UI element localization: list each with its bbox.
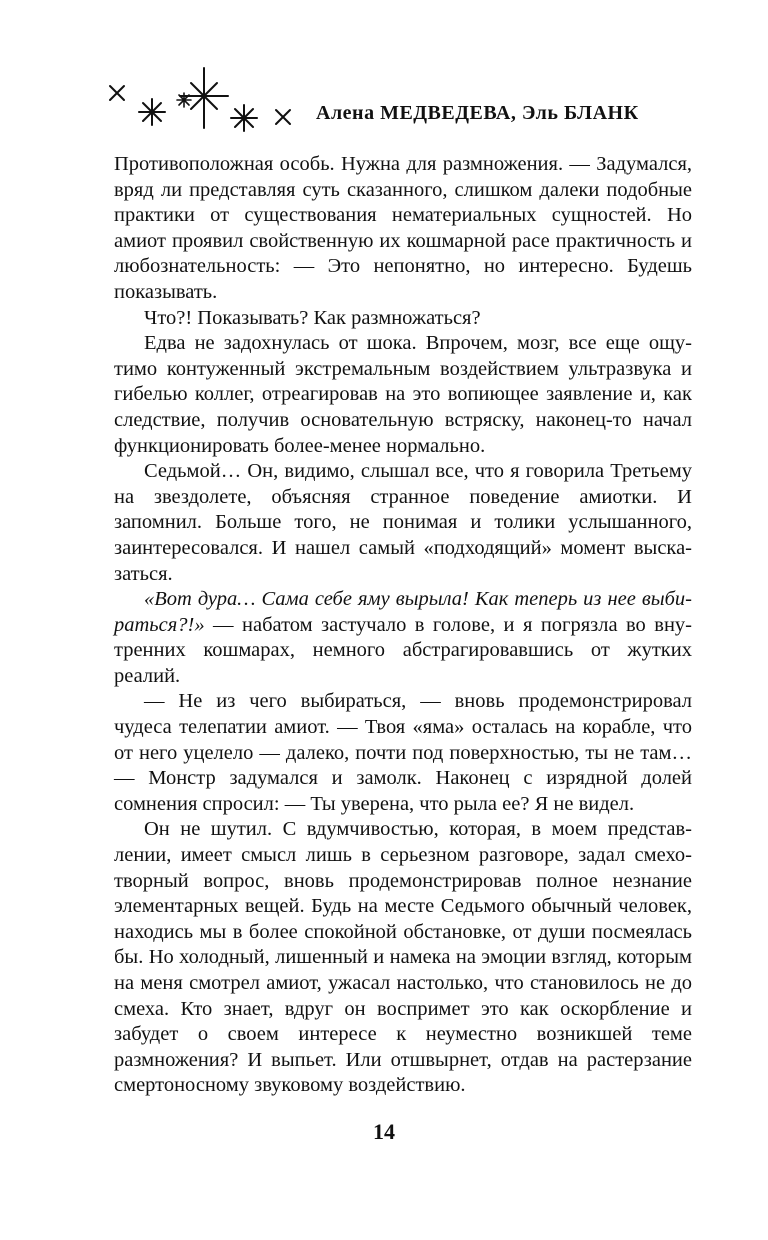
- paragraph: Противоположная особь. Нужна для размножения. — Задумался, вряд ли представляя суть сказанного, слишком далеки подобные практики от существования нематериальных сущностей. Но амиот проявил свойственную их кошмарной расе практичность и любознательность: — Это непонятно, но интересно. Будешь показывать.: [114, 153, 692, 303]
- star-ornament-icon: [108, 62, 308, 142]
- paragraph-text: — набатом застучало в голове, и я погрязла во внутренних кошмарах, немного абстрагировавшись от жутких реалий.: [114, 613, 692, 687]
- page-header: [108, 62, 688, 142]
- paragraph: Он не шутил. С вдумчивостью, которая, в моем представлении, имеет смысл лишь в серьезном разговоре, задал смехотворный вопрос, вновь продемонстрировав полное незнание элементарных вещей. Будь на месте Седьмого обычный человек, находись мы в более спокойной обстановке, от души посмеялась бы. Но холодный, лишенный и намека на эмоции взгляд, которым на меня смотрел амиот, ужасал настолько, что становилось не до смеха. Кто знает, вдруг он воспримет это как оскорбление и забудет о своем интересе к неуместно возникшей теме размножения? И выпьет. Или отшвырнет, отдав на растерзание смертоносному звуковому воздействию.: [114, 818, 692, 1097]
- paragraph: Седьмой… Он, видимо, слышал все, что я говорила Третьему на звездолете, объясняя странное поведение амиотки. И запомнил. Больше того, не понимая и толики услышанного, заинтересовался. И нашел самый «подходящий» момент высказаться.: [114, 460, 692, 585]
- paragraph: Что?! Показывать? Как размножаться?: [144, 306, 481, 329]
- body-text: [114, 152, 692, 1099]
- running-head: Алена МЕДВЕДЕВА, Эль БЛАНК: [316, 102, 639, 124]
- paragraph: [114, 587, 692, 689]
- paragraph: — Не из чего выбираться, — вновь продемонстрировал чудеса телепатии амиот. — Твоя «яма» осталась на корабле, что от него уцелело — далеко, почти под поверхностью, ты не там… — Монстр задумался и замолк. Наконец с изрядной долей сомнения спросил: — Ты уверена, что рыла ее? Я не видел.: [114, 690, 692, 815]
- italic-quote: «Вот дура… Сама себе яму вырыла! Как теперь из нее выбираться?!»: [114, 588, 692, 636]
- page-number: 14: [373, 1119, 395, 1144]
- paragraph: Едва не задохнулась от шока. Впрочем, мозг, все еще ощутимо контуженный экстремальным воздействием ультразвука и гибелью коллег, отреагировав на это вопиющее заявление и, как следствие, получив основательную встряску, наконец-то начал функционировать более-менее нормально.: [114, 332, 692, 457]
